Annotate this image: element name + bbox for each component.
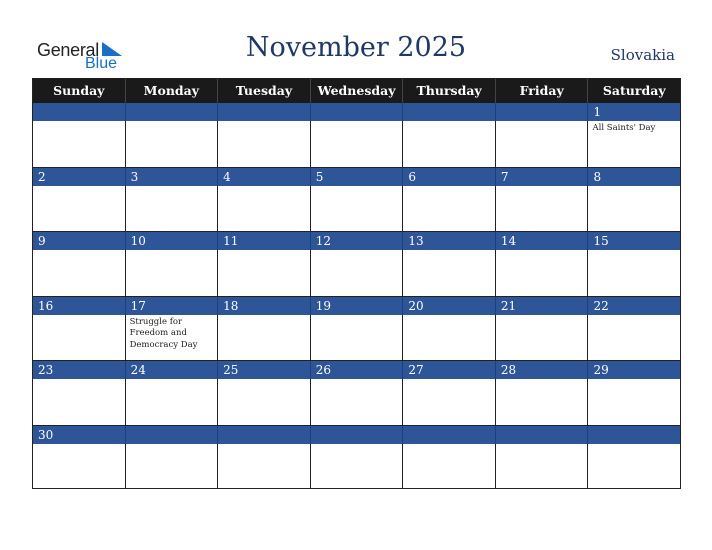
day-cell[interactable] [496,379,589,425]
day-number: 22 [593,298,609,313]
day-number: 29 [593,363,609,377]
month-calendar [32,78,681,489]
day-number-bar [33,297,680,315]
day-number [33,103,126,121]
day-number [311,426,404,444]
day-number [496,103,589,121]
day-cell[interactable] [218,315,311,361]
day-cell[interactable] [403,315,496,361]
day-cell[interactable] [496,121,589,167]
day-number-bar [33,103,680,121]
calendar-week [33,168,680,233]
day-number: 7 [496,168,589,186]
day-number: 6 [403,168,496,186]
day-cell[interactable] [218,250,311,296]
day-cell[interactable] [403,186,496,232]
day-number: 10 [126,232,219,250]
day-cell[interactable] [311,250,404,296]
day-number: 18 [218,297,311,315]
day-number: 20 [403,297,496,315]
calendar-week [33,297,680,362]
day-number: 8 [593,169,602,184]
day-cell[interactable] [311,121,404,167]
day-number [311,103,404,121]
day-body-row [33,250,680,297]
day-number: 4 [218,168,311,186]
day-number [218,426,311,444]
day-cell[interactable] [33,250,126,296]
day-number [588,426,680,444]
day-number-bar [33,232,680,250]
day-cell[interactable] [218,444,311,490]
weekday-friday: Friday [496,79,589,103]
day-number: 11 [218,232,311,250]
day-cell[interactable] [496,444,589,490]
day-number: 2 [33,168,126,186]
day-cell[interactable] [588,379,680,425]
day-cell[interactable] [403,121,496,167]
day-number: 17 [126,297,219,315]
day-cell[interactable] [496,315,589,361]
calendar-title: November 2025 [245,32,467,63]
day-number: 26 [311,361,404,379]
country-label: Slovakia [610,46,675,64]
calendar-week [33,361,680,426]
weekday-monday: Monday [126,79,219,103]
day-number: 1 [593,105,602,119]
day-number: 25 [218,361,311,379]
day-number [403,103,496,121]
day-cell[interactable] [588,250,680,296]
holiday-label: All Saints' Day [592,123,656,133]
day-cell[interactable] [33,315,126,361]
day-cell[interactable] [588,121,680,167]
day-number: 14 [496,232,589,250]
calendar-week [33,232,680,297]
day-number: 13 [403,232,496,250]
day-body-row [33,379,680,426]
day-cell[interactable] [496,186,589,232]
day-number: 5 [311,168,404,186]
day-cell[interactable] [126,444,219,490]
day-number: 19 [311,297,404,315]
weekday-wednesday: Wednesday [311,79,404,103]
day-body-row [33,121,680,168]
calendar-weeks [33,103,680,489]
day-number: 21 [496,297,589,315]
day-number: 24 [126,361,219,379]
day-cell[interactable] [126,379,219,425]
logo-text-blue: Blue [85,55,118,72]
weekday-saturday: Saturday [602,83,666,98]
day-cell[interactable] [33,121,126,167]
day-body-row [33,315,680,362]
day-cell[interactable] [126,250,219,296]
day-cell[interactable] [403,250,496,296]
day-cell[interactable] [588,315,680,361]
calendar-week [33,426,680,490]
day-number: 12 [311,232,404,250]
weekday-sunday: Sunday [33,79,126,103]
day-cell[interactable] [403,444,496,490]
day-cell[interactable] [311,444,404,490]
day-cell[interactable] [588,444,680,490]
day-cell[interactable] [311,186,404,232]
day-cell[interactable] [126,315,219,361]
day-number: 28 [496,361,589,379]
day-cell[interactable] [588,186,680,232]
day-number: 23 [33,361,126,379]
weekday-header [33,79,680,103]
day-cell[interactable] [33,186,126,232]
day-cell[interactable] [126,186,219,232]
day-number [403,426,496,444]
day-body-row [33,186,680,233]
day-cell[interactable] [33,444,126,490]
day-number: 3 [126,168,219,186]
weekday-thursday: Thursday [403,79,496,103]
day-number: 15 [593,234,609,248]
day-number: 16 [33,297,126,315]
day-body-row [33,444,680,490]
day-cell[interactable] [218,379,311,425]
day-cell[interactable] [218,121,311,167]
day-number: 30 [33,426,126,444]
day-number [218,103,311,121]
day-number-bar [33,426,680,444]
day-number: 27 [403,361,496,379]
weekday-tuesday: Tuesday [218,79,311,103]
holiday-label: Struggle for Freedom and Democracy Day [129,316,198,350]
day-cell[interactable] [311,379,404,425]
day-cell[interactable] [403,379,496,425]
day-number [496,426,589,444]
day-cell[interactable] [218,186,311,232]
calendar-week [33,103,680,168]
logo-text-general: General [37,40,99,60]
day-cell[interactable] [33,379,126,425]
day-cell[interactable] [126,121,219,167]
day-cell[interactable] [311,315,404,361]
day-number: 9 [33,232,126,250]
day-number-bar [33,168,680,186]
day-cell[interactable] [496,250,589,296]
day-number [126,426,219,444]
day-number-bar [33,361,680,379]
day-number [126,103,219,121]
